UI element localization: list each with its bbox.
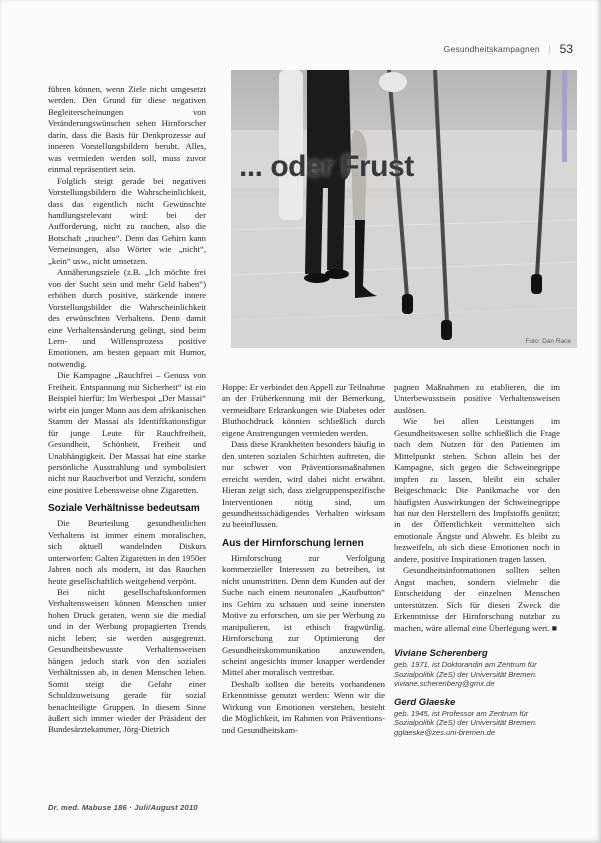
author-bios bbox=[394, 648, 560, 738]
paragraph: pagnen Maßnahmen zu etablieren, die im Unterbewusstsein positive Verhaltensweisen auslösen. bbox=[394, 382, 560, 415]
crutches-photo-illustration bbox=[231, 70, 577, 348]
paragraph: Gesundheitsinformationen sollten selten Angst machen, sondern vielmehr die Entscheidung der einzelnen Menschen unterstützen. Sich für diesen Zweck die Erkenntnisse der Hirnforschung nutzbar zu machen, wäre allemal eine Überlegung wert. ■ bbox=[394, 565, 560, 633]
paragraph: Dass diese Krankheiten besonders häufig in den unteren sozialen Schichten auftreten, die nur schwer von Präventionsmaßnahmen erreicht werden, wird dabei nicht erwähnt. Hieran zeigt sich, dass zielgruppenspezifische Interventionen nötig sind, um gesundheitsschädigendes Verhalten wirksam zu beeinflussen. bbox=[222, 439, 385, 530]
article-photo bbox=[231, 70, 577, 348]
paragraph: Die Beurteilung gesundheitlichen Verhaltens ist immer einem moralischen, sich aktuell wandelnden Diskurs unterworfen: Galten Zigaretten in den 1950er Jahren noch als modern, ist das Rauchen heute gesellschaftlich weitgehend verpönt. bbox=[48, 518, 207, 586]
author-email: viviane.scherenberg@gmx.de bbox=[394, 679, 495, 689]
paragraph: Annäherungsziele (z.B. „Ich möchte frei von der Sucht sein und mehr Geld haben“) erhöhen durch positive, stärkende innere Vorstellungsbilder die Wahrscheinlichkeit des erwünschten Verhaltens. Denn damit eine Verhaltensänderung gelingt, sind beim Lern- und Willensprozess positive Emotionen, am besten gepaart mit Humor, notwendig. bbox=[48, 267, 206, 369]
running-header bbox=[444, 42, 573, 56]
paragraph: Deshalb sollten die bereits vorhandenen Erkenntnisse genutzt werden: Wenn wir die Wirkung von Emotionen verstehen, besteht die Möglichkeit, im Rahmen von Präventions- und Gesundheitskam- bbox=[222, 678, 385, 735]
page-number: 53 bbox=[559, 42, 573, 56]
subheading-soziale-verhaeltnisse: Soziale Verhältnisse bedeutsam bbox=[48, 503, 200, 515]
section-label: Gesundheitskampagnen bbox=[443, 44, 540, 54]
author-name: Viviane Scherenberg bbox=[394, 647, 488, 659]
author-bio: geb. 1945, ist Professor am Zentrum für Sozialpolitik (ZeS) der Universität Bremen. bbox=[394, 708, 538, 728]
photo-credit: Foto: Dan Race bbox=[525, 338, 571, 345]
author-bio: geb. 1971, ist Doktorandin am Zentrum für Sozialpolitik (ZeS) der Universität Bremen. bbox=[394, 659, 538, 679]
paragraph: Wie bei allen Leistungen im Gesundheitswesen sollte schließlich die Frage nach dem Nutzen für den Patienten im Mittelpunkt stehen. Schon allein bei der Kampagne, sich gegen die Schweinegrippe impfen zu lassen, bleibt ein schaler Beigeschmack: Die Panikmache vor den häufigsten Auswirkungen der Schweinegrippe hat nur den Herstellern des Impfstoffs genützt; in der Öffentlichkeit vermittelten sich emotionale Ängste und Abwehr. Es bleibt zu bezweifeln, ob sich diese Emotionen noch in andere, positive Inspirationen tragen lassen. bbox=[394, 416, 560, 564]
paragraph: Folglich steigt gerade bei negativen Vorstellungsbildern die Wahrscheinlichkeit, dass das eigentlich nicht Gewünschte handlungsrelevant wird: bei der Aufforderung, nicht zu rauchen, also die Botschaft „rauchen“. Denn das Gehirn kann Verneinungen, also Wörter wie „nicht“, „kein“ usw., nicht umsetzen. bbox=[48, 175, 206, 266]
journal-footer: Dr. med. Mabuse 186 · Juli/August 2010 bbox=[48, 803, 198, 812]
paragraph: Bei nicht gesellschaftskonformen Verhaltensweisen können Menschen unter hohen Druck geraten, wenn sie die medial und in der Werbung propagierten Trends nicht leben; sie werden ausgegrenzt. Gesundheitsbewusste Verhaltensweisen hängen jedoch stark von den sozialen Verhältnissen ab, in denen Menschen leben. Somit steigt die Gefahr einer Schuldzuweisung gerade für sozial benachteiligte Gruppen. In diesem Sinne äußert sich immer wieder der Präsident der Bundesärztekammer, Jörg-Dietrich bbox=[48, 587, 206, 735]
author-name: Gerd Glaeske bbox=[394, 696, 456, 708]
paragraph: Die Kampagne „Rauchfrei – Genuss von Freiheit. Entspannung mit Sicherheit“ ist ein Beispiel hierfür: Im Werbespot „Der Massai“ wirbt ein junger Mann aus dem afrikanischen Stamm der Massai als Identifikationsfigur für junge Leute für Rauchfreiheit, Gesundheit, Schönheit, Freiheit und Unabhängigkeit. Der Massai hat eine starke persönliche Ausstrahlung und symbolisiert nicht nur Rauchverbot und Verzicht, sondern eine positive Lebensweise ohne Zigaretten. bbox=[48, 370, 206, 495]
article-title: ... oder Frust bbox=[239, 150, 414, 183]
subheading-hirnforschung: Aus der Hirnforschung lernen bbox=[222, 537, 364, 549]
author-block bbox=[394, 697, 560, 738]
column-right bbox=[394, 382, 560, 746]
paragraph: führen können, wenn Ziele nicht umgesetzt werden. Den Grund für diese negativen Begleiterscheinungen von Veränderungswünschen sehen Hirnforscher darin, dass die Basis für Denkprozesse auf inneren Vorstellungsbildern beruht. Alles, was vermieden werden soll, muss zuvor einmal repräsentiert sein. bbox=[48, 84, 206, 175]
column-left bbox=[48, 84, 206, 736]
paragraph: Hoppe: Er verbindet den Appell zur Teilnahme an der Früherkennung mit der Bemerkung, vermeidbare Erkrankungen wie Diabetes oder Bluthochdruck könnten schließlich durch eigene Anstrengungen vermieden werden. bbox=[222, 382, 385, 438]
column-middle bbox=[222, 382, 385, 736]
author-block bbox=[394, 648, 560, 689]
paragraph: Hirnforschung zur Verfolgung kommerzieller Interessen zu betreiben, ist nicht unumstritten. Denn dem Kunden auf der Suche nach einem neuronalen „Kaufbutton“ ins Gehirn zu schauen und seine innersten Motive zu erforschen, um sie per Werbung zu manipulieren, ist ethisch fragwürdig. Hirnforschung zur Optimierung der Gesundheitskommunikation anzuwenden, scheint angesichts immer knapper werdender Mittel aber moralisch vertretbar. bbox=[222, 552, 385, 678]
header-divider: | bbox=[548, 43, 551, 54]
author-email: gglaeske@zes.uni-bremen.de bbox=[394, 727, 495, 737]
